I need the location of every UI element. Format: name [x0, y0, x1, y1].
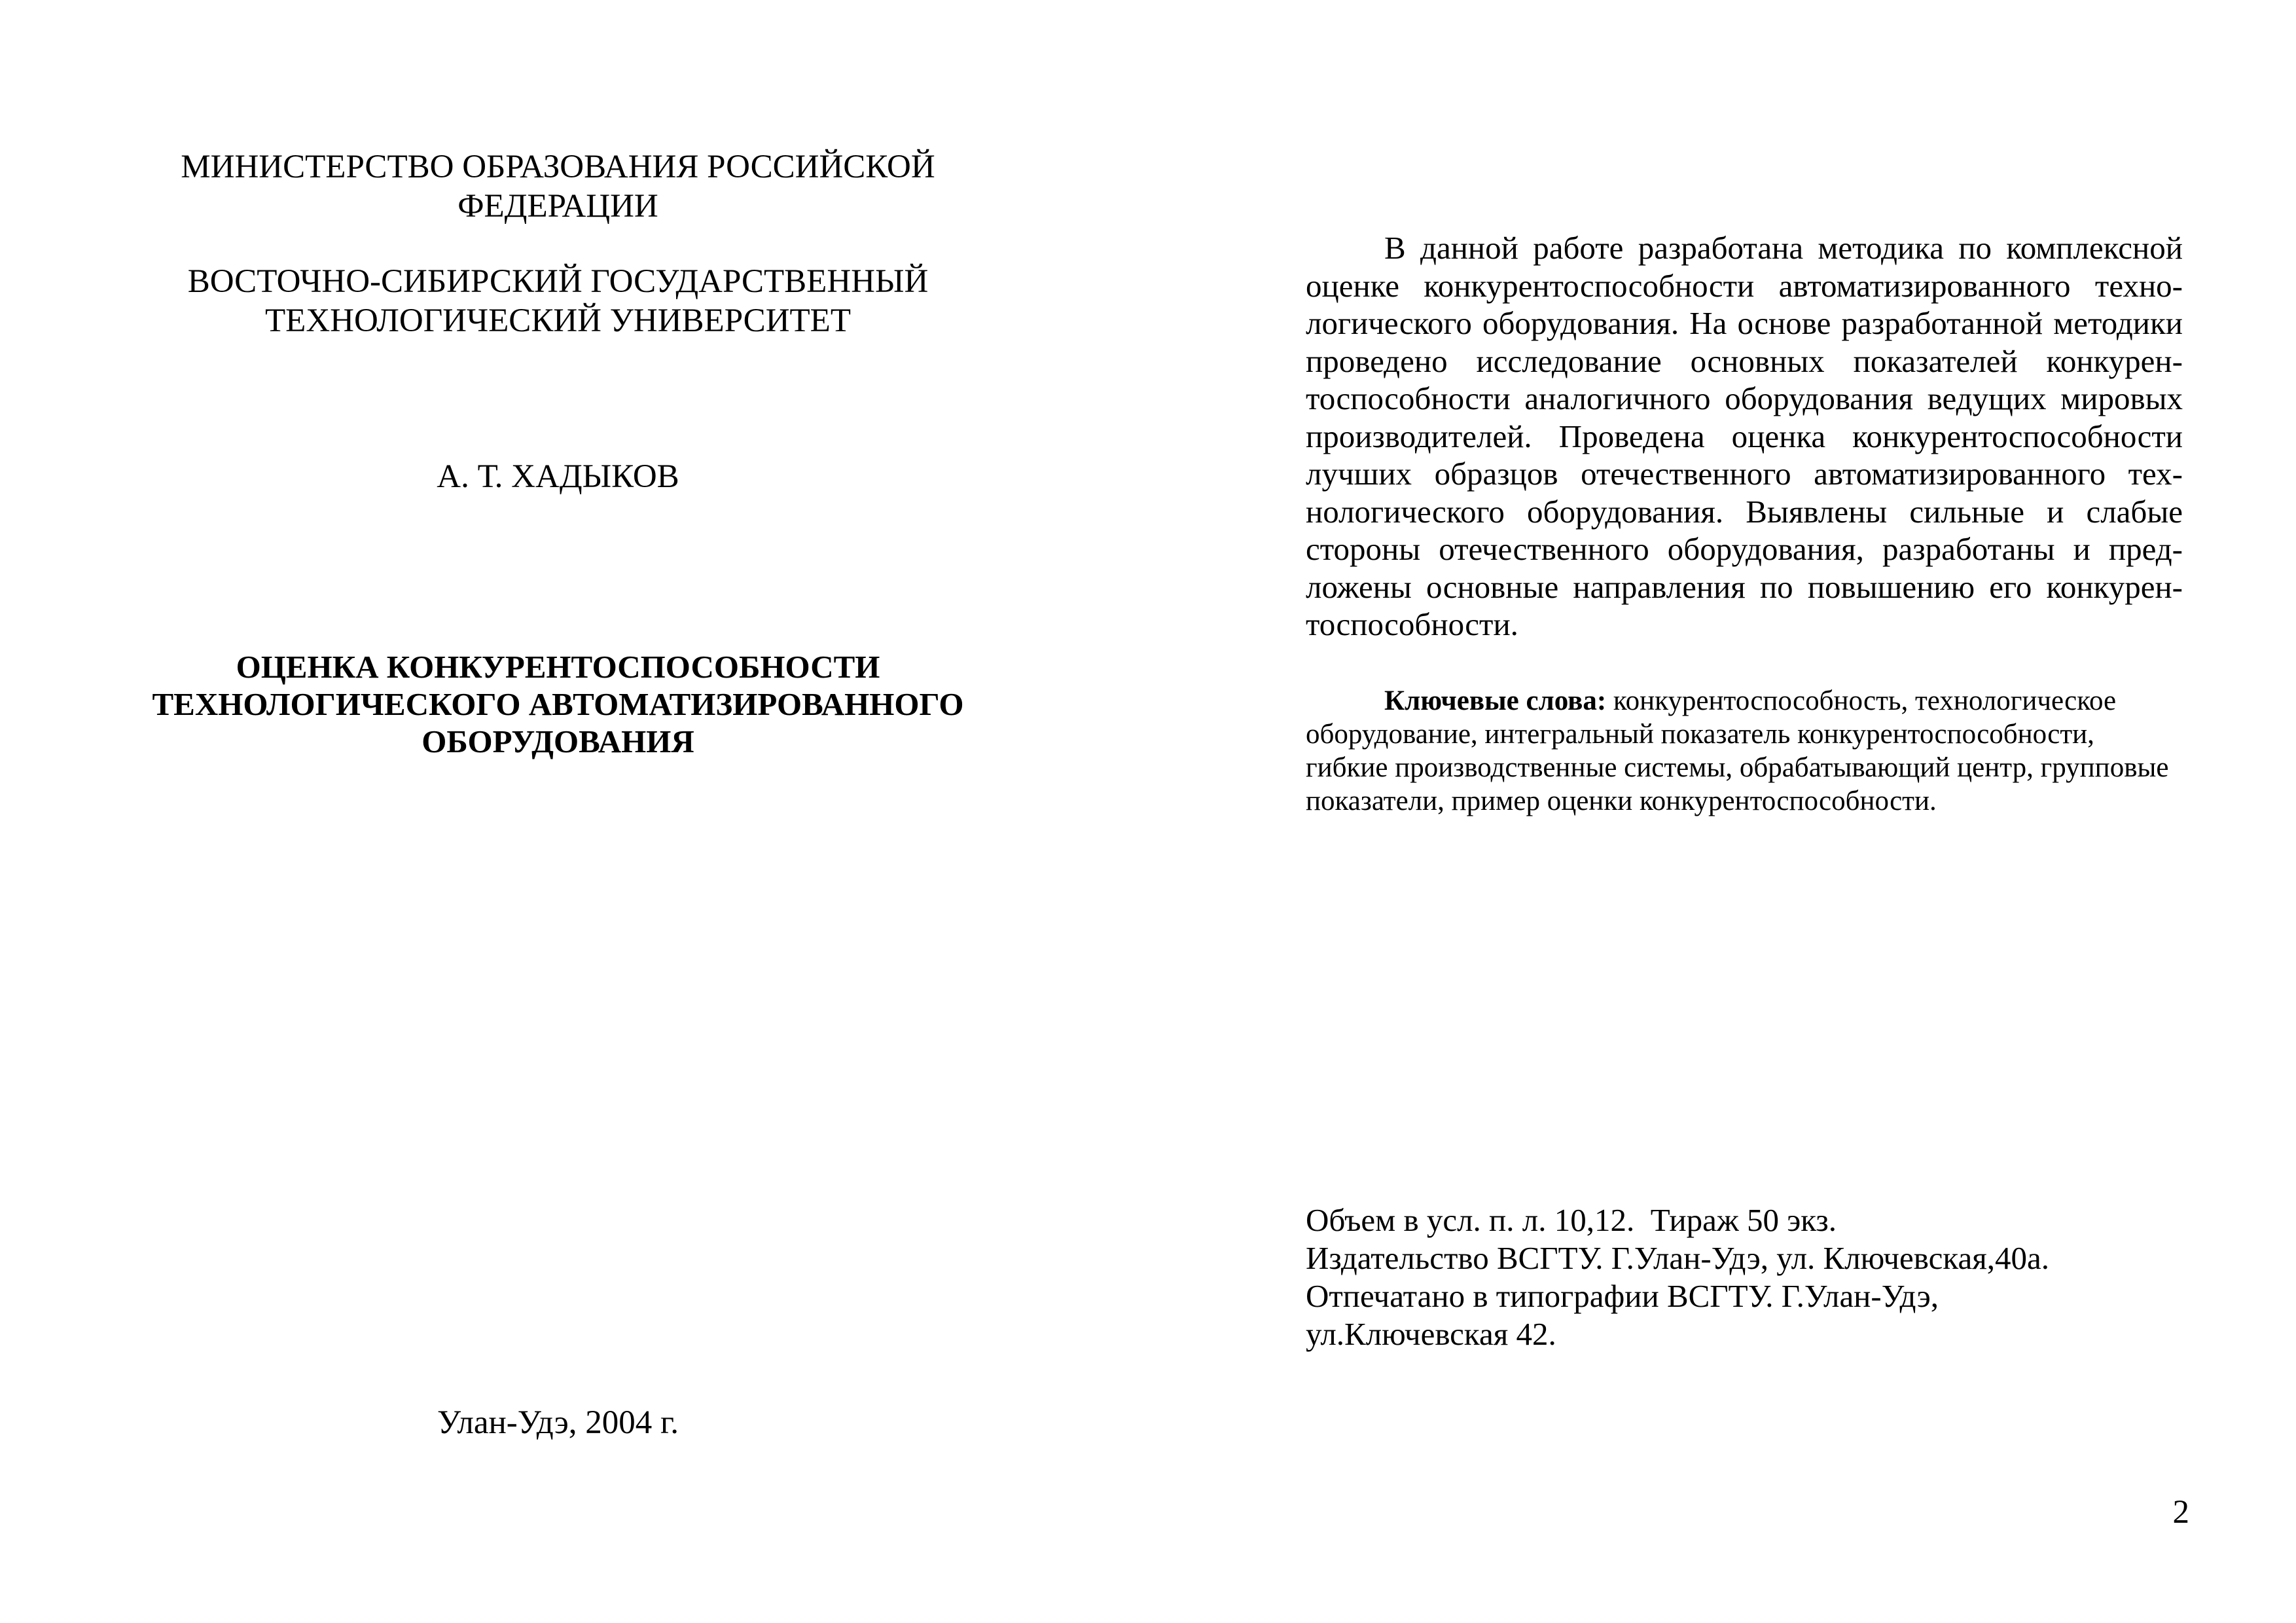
title-line-3: ОБОРУДОВАНИЯ — [422, 723, 694, 759]
university-line-1: ВОСТОЧНО-СИБИРСКИЙ ГОСУДАРСТВЕННЫЙ — [187, 263, 929, 300]
ministry-line-2: ФЕДЕРАЦИИ — [457, 188, 658, 225]
title-line-2: ТЕХНОЛОГИЧЕСКОГО АВТОМАТИЗИРОВАННОГО — [152, 686, 964, 722]
keywords-paragraph — [1306, 684, 2183, 818]
imprint-line-1: Объем в усл. п. л. 10,12. Тираж 50 экз. — [1306, 1202, 1837, 1238]
page-number: 2 — [2172, 1494, 2189, 1531]
ministry-heading — [101, 147, 1014, 226]
imprint-line-3: Отпечатано в типографии ВСГТУ. Г.Улан-Удэ, — [1306, 1278, 1939, 1314]
abstract-paragraph: В данной работе разработана методика по комплексной оценке конкурентоспособности автоматизированного технологического оборудования. На основе разработанной методики проведено исследование основных показателей конкурентоспособности аналогичного оборудования ведущих мировых производителей. Проведена оценка конкурентоспособности лучших образцов отечественного автоматизированного технологического оборудования. Выявлены сильные и слабые стороны отечественного оборудования, разработаны и предложены основные направления по повышению его конкурентоспособности. — [1306, 230, 2183, 642]
document-title — [101, 648, 1014, 760]
university-heading — [101, 262, 1014, 340]
title-line-1: ОЦЕНКА КОНКУРЕНТОСПОСОБНОСТИ — [236, 649, 880, 685]
ministry-line-1: МИНИСТЕРСТВО ОБРАЗОВАНИЯ РОССИЙСКОЙ — [181, 149, 935, 185]
author-name: А. Т. ХАДЫКОВ — [437, 458, 679, 495]
keywords-text: конкурентоспособность, технологическое оборудование, интегральный показатель конкурентоспособности, гибкие производственные системы, обрабатывающий центр, групповые показатели, пример оценки конкурентоспособности. — [1306, 685, 2169, 816]
university-line-2: ТЕХНОЛОГИЧЕСКИЙ УНИВЕРСИТЕТ — [265, 302, 851, 339]
imprint-line-4: ул.Ключевская 42. — [1306, 1316, 1556, 1352]
city-year: Улан-Удэ, 2004 г. — [437, 1404, 679, 1441]
keywords-label: Ключевые слова: — [1384, 685, 1607, 716]
imprint-line-2: Издательство ВСГТУ. Г.Улан-Удэ, ул. Ключевская,40а. — [1306, 1240, 2049, 1276]
imprint-block — [1306, 1201, 2222, 1353]
